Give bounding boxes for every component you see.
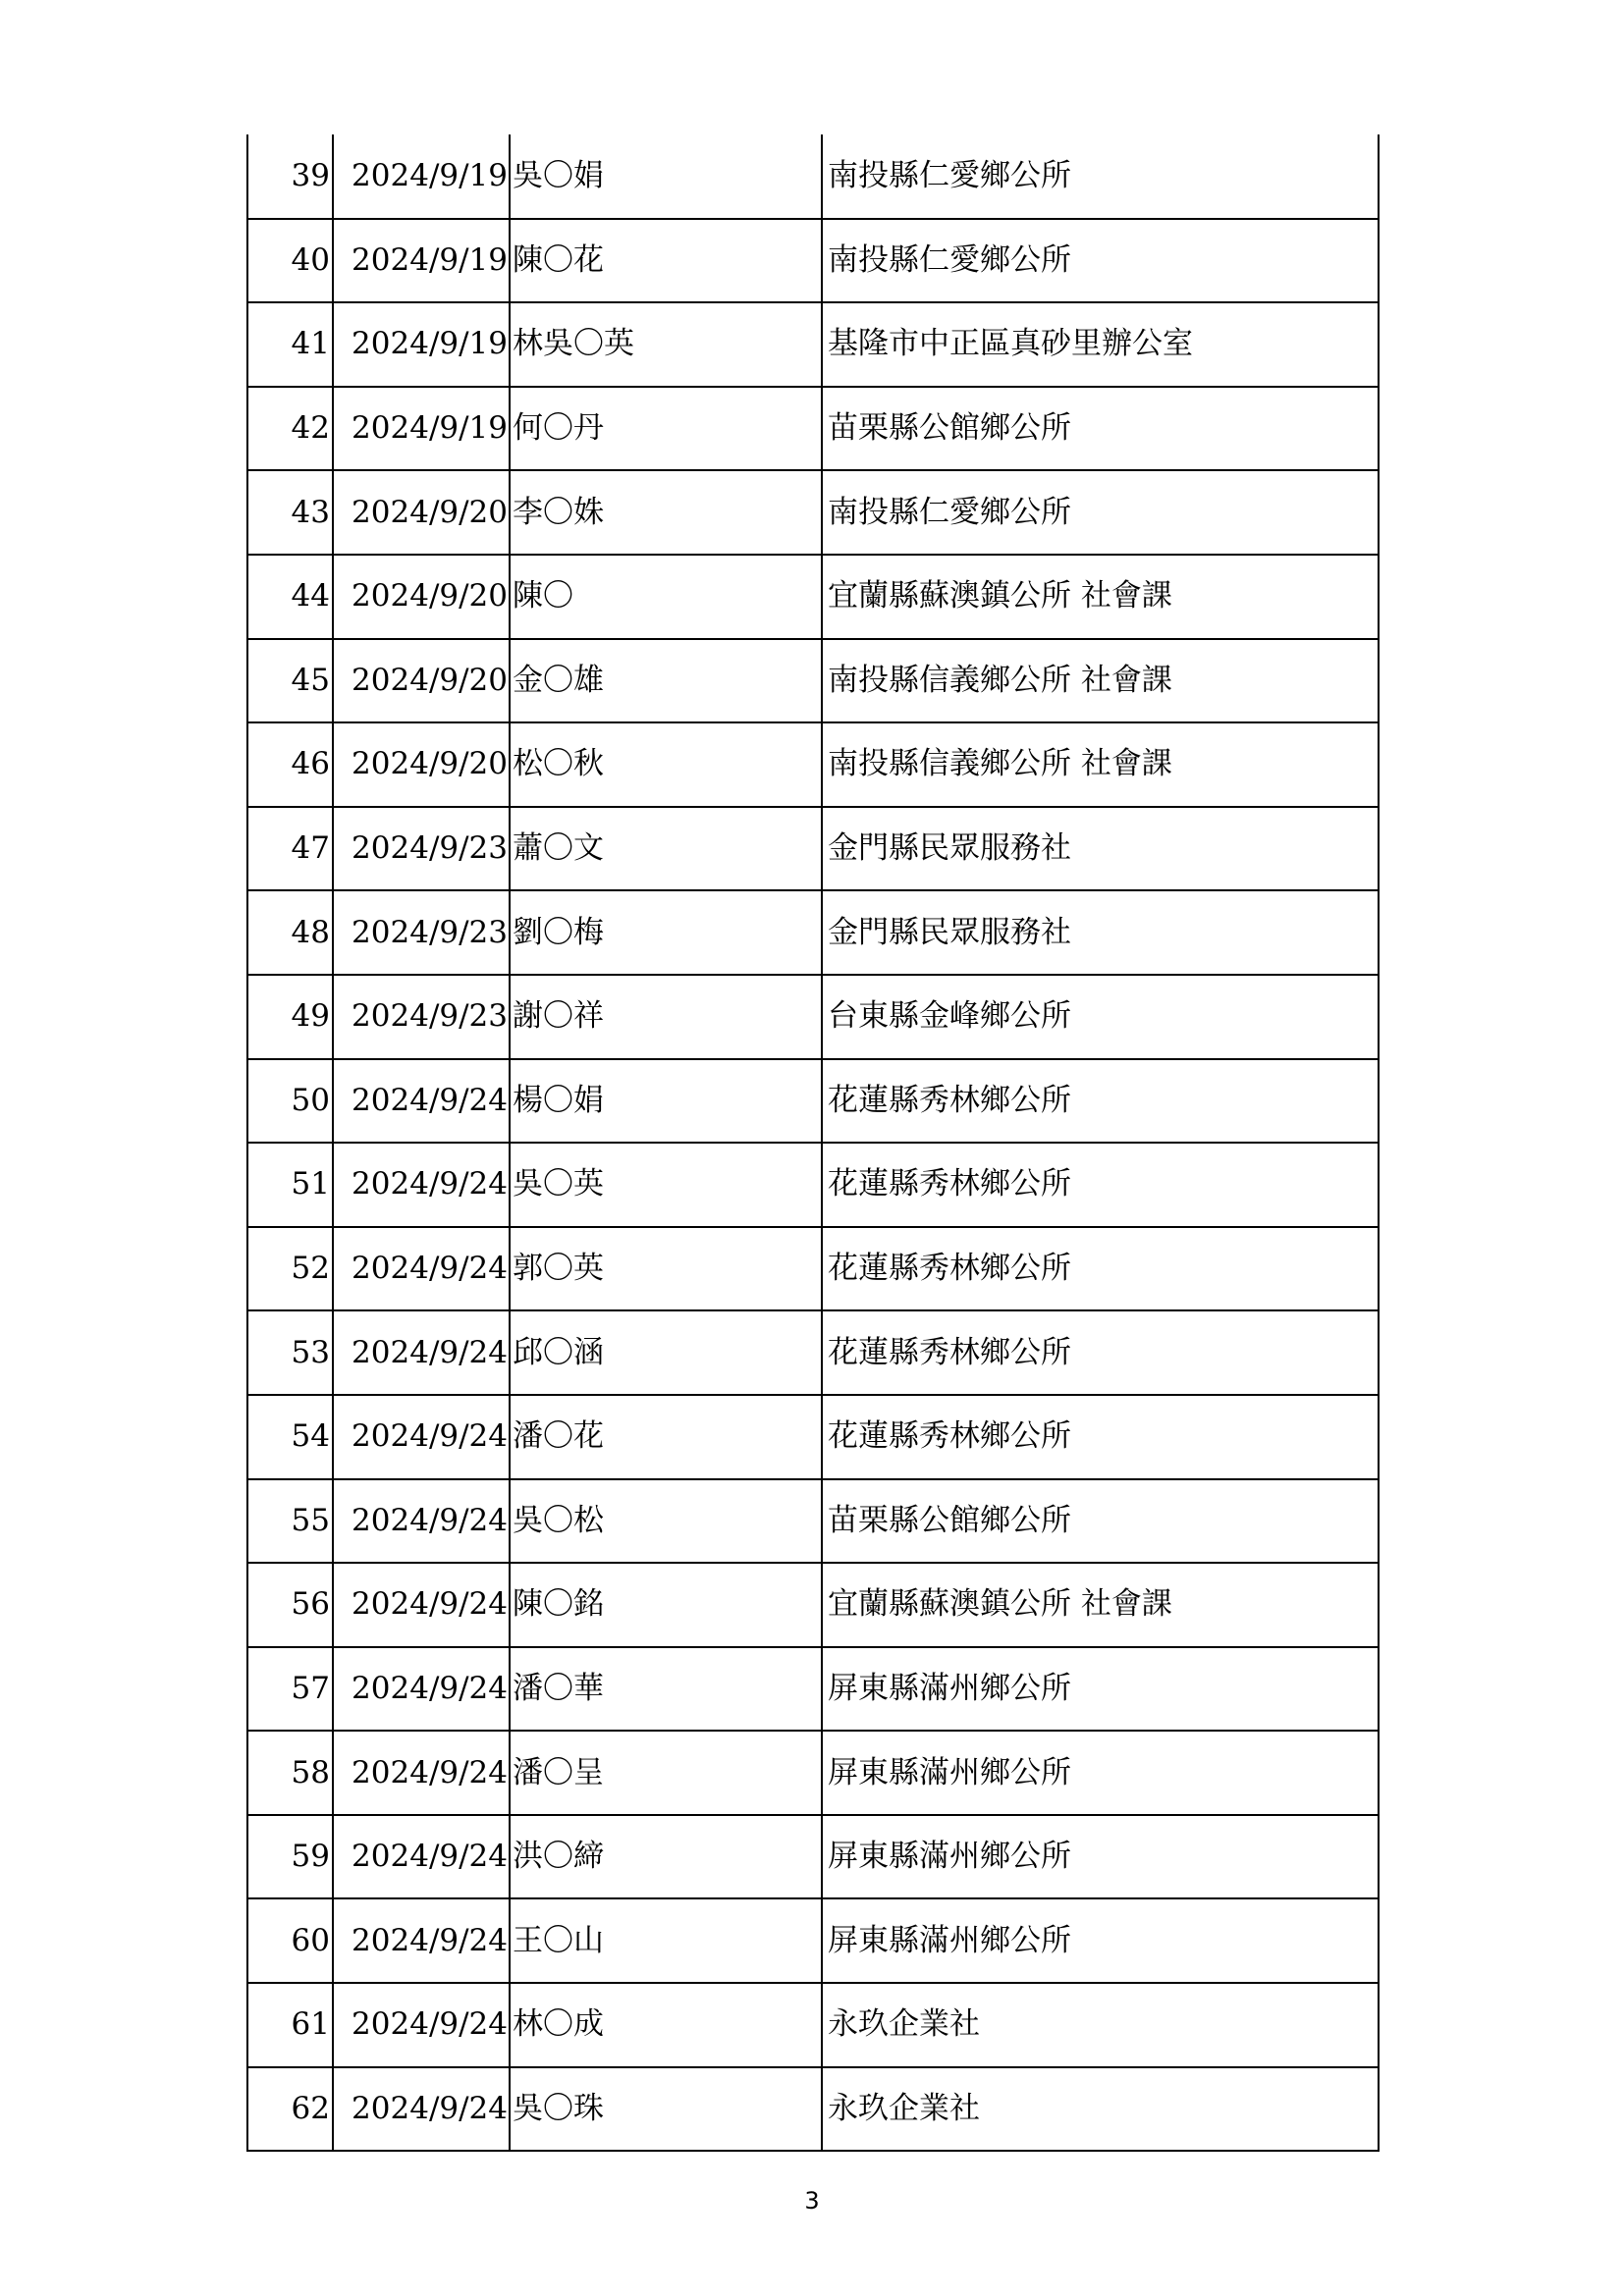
table-row [247,1563,1379,1647]
name-cell: 郭〇英 [510,1227,822,1311]
records-table-body [247,134,1379,2151]
organization-cell: 台東縣金峰鄉公所 [822,975,1379,1059]
date-cell: 2024/9/24 [333,1898,510,1983]
row-number-cell: 61 [247,1983,333,2067]
table-row [247,1479,1379,1564]
table-row [247,890,1379,975]
name-cell: 吳〇松 [510,1479,822,1564]
row-number-cell: 54 [247,1395,333,1479]
table-row [247,975,1379,1059]
organization-cell: 花蓮縣秀林鄉公所 [822,1395,1379,1479]
name-cell: 潘〇花 [510,1395,822,1479]
row-number-cell: 40 [247,219,333,303]
row-number-cell: 57 [247,1647,333,1732]
page-number: 3 [804,2187,820,2215]
table-row [247,1983,1379,2067]
organization-cell: 屏東縣滿州鄉公所 [822,1898,1379,1983]
row-number-cell: 53 [247,1310,333,1395]
date-cell: 2024/9/19 [333,219,510,303]
date-cell: 2024/9/20 [333,639,510,723]
date-cell: 2024/9/20 [333,555,510,639]
row-number-cell: 59 [247,1815,333,1899]
name-cell: 潘〇呈 [510,1731,822,1815]
table-row [247,1395,1379,1479]
date-cell: 2024/9/24 [333,1227,510,1311]
date-cell: 2024/9/24 [333,1731,510,1815]
date-cell: 2024/9/23 [333,890,510,975]
table-row [247,1815,1379,1899]
organization-cell: 宜蘭縣蘇澳鎮公所 社會課 [822,555,1379,639]
records-table [246,134,1380,2152]
table-row [247,219,1379,303]
name-cell: 林〇成 [510,1983,822,2067]
table-row [247,1059,1379,1144]
organization-cell: 南投縣仁愛鄉公所 [822,470,1379,555]
organization-cell: 花蓮縣秀林鄉公所 [822,1143,1379,1227]
table-row [247,639,1379,723]
table-row [247,387,1379,471]
date-cell: 2024/9/24 [333,1395,510,1479]
table-row [247,302,1379,387]
organization-cell: 屏東縣滿州鄉公所 [822,1815,1379,1899]
date-cell: 2024/9/24 [333,1479,510,1564]
name-cell: 陳〇銘 [510,1563,822,1647]
date-cell: 2024/9/24 [333,1059,510,1144]
row-number-cell: 39 [247,134,333,219]
organization-cell: 宜蘭縣蘇澳鎮公所 社會課 [822,1563,1379,1647]
name-cell: 何〇丹 [510,387,822,471]
row-number-cell: 41 [247,302,333,387]
row-number-cell: 46 [247,722,333,807]
name-cell: 吳〇珠 [510,2067,822,2152]
organization-cell: 苗栗縣公館鄉公所 [822,1479,1379,1564]
name-cell: 邱〇涵 [510,1310,822,1395]
row-number-cell: 48 [247,890,333,975]
name-cell: 陳〇 [510,555,822,639]
date-cell: 2024/9/19 [333,302,510,387]
table-row [247,134,1379,219]
date-cell: 2024/9/19 [333,387,510,471]
row-number-cell: 62 [247,2067,333,2152]
date-cell: 2024/9/24 [333,1143,510,1227]
table-row [247,1310,1379,1395]
name-cell: 林吳〇英 [510,302,822,387]
organization-cell: 金門縣民眾服務社 [822,807,1379,891]
name-cell: 楊〇娟 [510,1059,822,1144]
organization-cell: 基隆市中正區真砂里辦公室 [822,302,1379,387]
row-number-cell: 47 [247,807,333,891]
row-number-cell: 55 [247,1479,333,1564]
date-cell: 2024/9/24 [333,1815,510,1899]
row-number-cell: 58 [247,1731,333,1815]
date-cell: 2024/9/24 [333,1310,510,1395]
row-number-cell: 50 [247,1059,333,1144]
row-number-cell: 60 [247,1898,333,1983]
organization-cell: 屏東縣滿州鄉公所 [822,1731,1379,1815]
organization-cell: 南投縣信義鄉公所 社會課 [822,722,1379,807]
organization-cell: 南投縣信義鄉公所 社會課 [822,639,1379,723]
row-number-cell: 44 [247,555,333,639]
name-cell: 吳〇英 [510,1143,822,1227]
name-cell: 蕭〇文 [510,807,822,891]
organization-cell: 花蓮縣秀林鄉公所 [822,1227,1379,1311]
row-number-cell: 43 [247,470,333,555]
table-row [247,1143,1379,1227]
name-cell: 吳〇娟 [510,134,822,219]
row-number-cell: 56 [247,1563,333,1647]
row-number-cell: 49 [247,975,333,1059]
table-row [247,470,1379,555]
name-cell: 謝〇祥 [510,975,822,1059]
organization-cell: 金門縣民眾服務社 [822,890,1379,975]
date-cell: 2024/9/20 [333,470,510,555]
table-row [247,1647,1379,1732]
name-cell: 陳〇花 [510,219,822,303]
date-cell: 2024/9/24 [333,1563,510,1647]
table-row [247,722,1379,807]
organization-cell: 南投縣仁愛鄉公所 [822,134,1379,219]
organization-cell: 屏東縣滿州鄉公所 [822,1647,1379,1732]
table-row [247,1227,1379,1311]
date-cell: 2024/9/24 [333,1647,510,1732]
row-number-cell: 42 [247,387,333,471]
name-cell: 洪〇締 [510,1815,822,1899]
organization-cell: 永玖企業社 [822,2067,1379,2152]
date-cell: 2024/9/23 [333,975,510,1059]
organization-cell: 永玖企業社 [822,1983,1379,2067]
name-cell: 金〇雄 [510,639,822,723]
table-row [247,1898,1379,1983]
name-cell: 松〇秋 [510,722,822,807]
name-cell: 李〇姝 [510,470,822,555]
table-row [247,555,1379,639]
name-cell: 潘〇華 [510,1647,822,1732]
table-row [247,2067,1379,2152]
row-number-cell: 51 [247,1143,333,1227]
organization-cell: 花蓮縣秀林鄉公所 [822,1310,1379,1395]
organization-cell: 南投縣仁愛鄉公所 [822,219,1379,303]
table-row [247,807,1379,891]
date-cell: 2024/9/24 [333,1983,510,2067]
date-cell: 2024/9/20 [333,722,510,807]
date-cell: 2024/9/23 [333,807,510,891]
organization-cell: 花蓮縣秀林鄉公所 [822,1059,1379,1144]
date-cell: 2024/9/24 [333,2067,510,2152]
row-number-cell: 52 [247,1227,333,1311]
organization-cell: 苗栗縣公館鄉公所 [822,387,1379,471]
date-cell: 2024/9/19 [333,134,510,219]
name-cell: 劉〇梅 [510,890,822,975]
name-cell: 王〇山 [510,1898,822,1983]
row-number-cell: 45 [247,639,333,723]
table-row [247,1731,1379,1815]
